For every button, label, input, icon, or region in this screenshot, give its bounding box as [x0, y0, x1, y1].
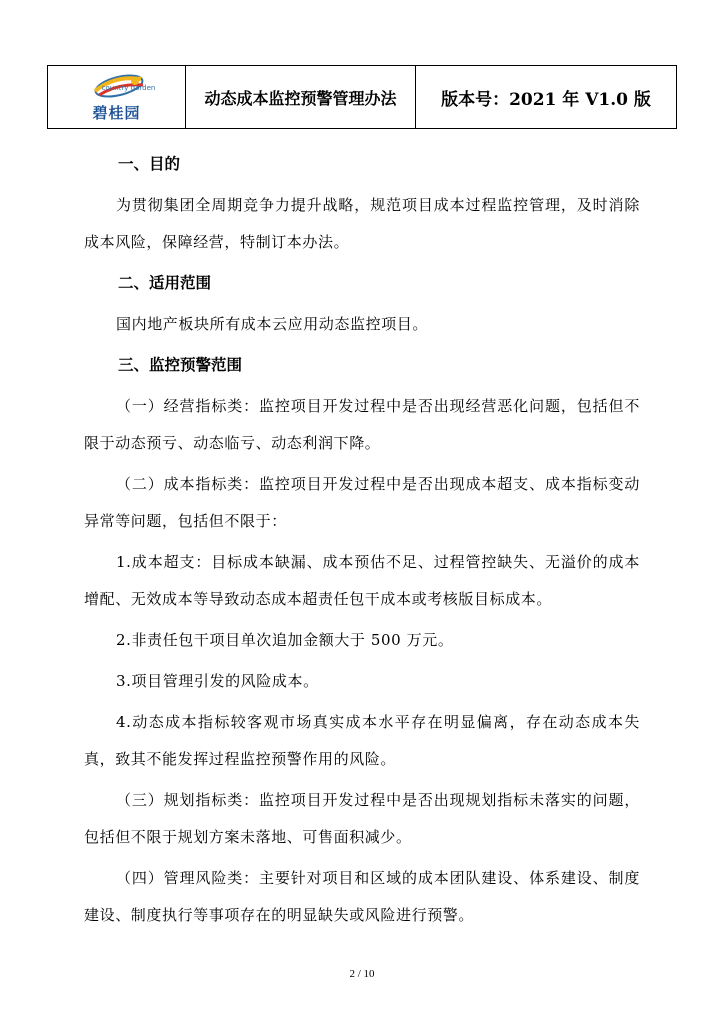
- paragraph: （一）经营指标类：监控项目开发过程中是否出现经营恶化问题，包括但不限于动态预亏、动态临亏、动态利润下降。: [84, 397, 640, 452]
- paragraph: 1.成本超支：目标成本缺漏、成本预估不足、过程管控缺失、无溢价的成本增配、无效成本等导致动态成本超责任包干成本或考核版目标成本。: [84, 553, 640, 608]
- logo-chinese-text: 碧桂园: [92, 104, 141, 122]
- paragraph: 2.非责任包干项目单次追加金额大于 500 万元。: [116, 631, 454, 649]
- paragraph: （二）成本指标类：监控项目开发过程中是否出现成本超支、成本指标变动异常等问题，包括但不限于：: [84, 475, 640, 530]
- document-body: [84, 146, 640, 934]
- paragraph: 4.动态成本指标较客观市场真实成本水平存在明显偏离，存在动态成本失真，致其不能发挥过程监控预警作用的风险。: [84, 713, 640, 768]
- paragraph: 3.项目管理引发的风险成本。: [116, 672, 319, 690]
- paragraph: 为贯彻集团全周期竞争力提升战略，规范项目成本过程监控管理，及时消除成本风险，保障经营，特制订本办法。: [84, 196, 640, 251]
- section-heading-purpose: 一、目的: [118, 155, 181, 173]
- version-label: 版本号：2021 年 V1.0 版: [441, 89, 651, 110]
- page-number: 2 / 10: [349, 968, 375, 980]
- logo-english-text: country garden: [101, 84, 156, 92]
- document-title: 动态成本监控预警管理办法: [186, 66, 416, 128]
- paragraph: 国内地产板块所有成本云应用动态监控项目。: [116, 315, 429, 333]
- section-heading-monitoring-range: 三、监控预警范围: [118, 356, 243, 374]
- paragraph: （四）管理风险类：主要针对项目和区域的成本团队建设、体系建设、制度建设、制度执行等事项存在的明显缺失或风险进行预警。: [84, 869, 640, 924]
- document-header-table: [47, 65, 677, 129]
- paragraph: （三）规划指标类：监控项目开发过程中是否出现规划指标未落实的问题，包括但不限于规划方案未落地、可售面积减少。: [84, 791, 640, 846]
- logo-cell: [48, 66, 186, 128]
- section-heading-scope: 二、适用范围: [118, 274, 212, 292]
